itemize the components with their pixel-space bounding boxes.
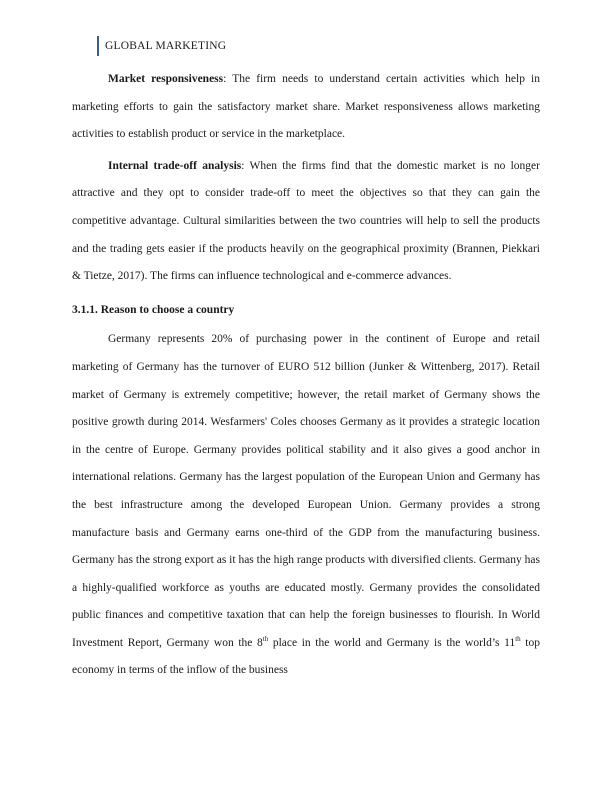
paragraph-reason-germany (72, 326, 540, 685)
superscript-ordinal: th (262, 635, 269, 644)
superscript-ordinal: th (515, 635, 521, 644)
term-internal-trade-off: Internal trade-off analysis (108, 159, 242, 172)
term-market-responsiveness: Market responsiveness (108, 73, 224, 85)
document-body (72, 66, 540, 685)
header-title: GLOBAL MARKETING (105, 40, 227, 52)
paragraph-text: Germany represents 20% of purchasing power in the continent of Europe and retail marketing of Germany has the turnover of EURO 512 billion (Junker & Wittenberg, 2017). Retail market of Germany is extremely competitive; however, the retail market of Germany shows the positive growth during 2014. Wesfarmers' Coles chooses Germany as it provides a strategic location in the centre of Europe. Germany provides political stability and it also gives a good anchor in international relations. Germany has the largest population of the European Union and Germany has the best infrastructure among the developed European Union. Germany provides a strong manufacture basis and Germany earns one-third of the GDP from the manufacturing business. Germany has the strong export as it has the high range products with diversified clients. Germany has a highly-qualified workforce as youths are educated mostly. Germany provides the consolidated public finances and competitive taxation that can help the foreign businesses to flourish. In World Investment Report, Germany won the 8 (72, 333, 540, 649)
paragraph-market-responsiveness (72, 66, 540, 149)
paragraph-text: top economy in terms of the inflow of the business (72, 636, 540, 677)
paragraph-text: : The firm needs to understand certain activities which help in marketing efforts to gain the satisfactory market share. Market responsiveness allows marketing activities to establish product or service in the marketplace. (72, 73, 541, 141)
running-header (97, 36, 226, 56)
paragraph-internal-trade-off (72, 153, 540, 291)
section-heading: 3.1.1. Reason to choose a country (72, 303, 235, 316)
paragraph-text: : When the firms find that the domestic market is no longer attractive and they opt to consider trade-off to meet the objectives so that they can gain the competitive advantage. Cultural similarities between the two countries will help to sell the products and the trading gets easier if the products heavily on the geographical proximity (Brannen, Piekkari & Tietze, 2017). The firms can influence technological and e-commerce advances. (72, 159, 540, 283)
paragraph-text: place in the world and Germany is the world’s 11 (268, 636, 516, 649)
